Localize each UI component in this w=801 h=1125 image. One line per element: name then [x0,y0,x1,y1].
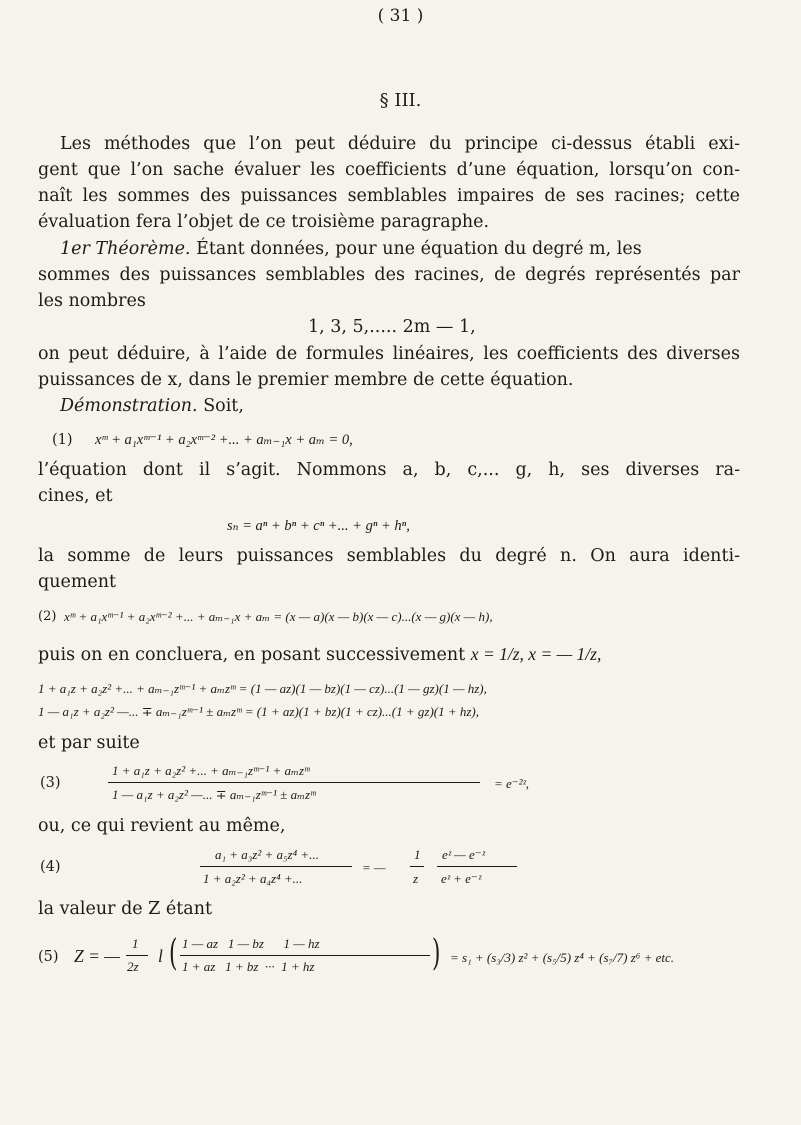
eq5-lhs: Z = — [74,946,120,966]
section-title: § III. [379,90,422,111]
after-eq1-line-1: l’équation dont il s’agit. Nommons a, b, c,... g, h, ses diverses ra- [38,460,740,480]
product-identity-2: 1 — a₁z + a₂z² —... ∓ aₘ₋₁zᵐ⁻¹ ± aₘzᵐ = (1 + az)(1 + bz)(1 + cz)...(1 + gz)(1 + hz), [38,704,480,719]
eq4-rhs-den-a: z [413,871,419,886]
eq5-close-paren: ) [432,933,441,974]
sn-definition: sₙ = aⁿ + bⁿ + cⁿ +... + gⁿ + hⁿ, [227,518,410,534]
product-identity-1: 1 + a₁z + a₂z² +... + aₘ₋₁zᵐ⁻¹ + aₘzᵐ = (1 — az)(1 — bz)(1 — cz)...(1 — gz)(1 — hz), [38,681,487,696]
after-sequence-2: puissances de x, dans le premier membre de cette équation. [38,370,574,390]
intro-line-4: évaluation fera l’objet de ce troisième paragraphe. [38,212,490,232]
after-sn-line-1: la somme de leurs puissances semblables du degré n. On aura identi- [38,546,740,566]
ou-line: ou, ce qui revient au même, [38,816,286,836]
odd-sequence: 1, 3, 5,..... 2m — 1, [308,317,476,337]
puis-line [38,646,601,665]
eq3-rhs: = e⁻²ᶻ, [494,776,529,791]
intro-line-2: gent que l’on sache évaluer les coefficients d’une équation, lorsqu’on con- [38,160,740,180]
intro-line-3: naît les sommes des puissances semblables impaires de ses racines; cette [38,186,740,206]
eq5-inner-num: 1 — az 1 — bz 1 — hz [182,936,320,951]
eq3-denominator: 1 — a₁z + a₂z² —... ∓ aₘ₋₁zᵐ⁻¹ ± aₘzᵐ [112,787,316,802]
puis-text: puis on en concluera, en posant successivement [38,645,466,665]
eq4-rhs-den-b: eᶻ + e⁻ᶻ [441,871,481,886]
intro-line-1: Les méthodes que l’on peut déduire du principe ci-dessus établi exi- [60,134,740,154]
eq4-denominator: 1 + a₂z² + a₄z⁴ +... [203,871,303,886]
eq3-fraction-bar [108,782,480,783]
eq5-label: (5) [38,949,59,965]
theorem-line-3: les nombres [38,291,146,311]
eq4-rhs-bar-b [437,866,517,867]
after-eq1-line-2: cines, et [38,486,113,506]
eq3-numerator: 1 + a₁z + a₂z² +... + aₘ₋₁zᵐ⁻¹ + aₘzᵐ [112,763,310,778]
eq2-label: (2) [38,609,57,624]
eq5-frac-bar [126,955,148,956]
eq3-label: (3) [40,775,61,791]
eq4-rhs-num-b: eᶻ — e⁻ᶻ [442,847,485,862]
valeur-line: la valeur de Z étant [38,899,213,919]
eq5-open-paren: ( [169,933,178,974]
eq4-equals: = — [362,860,386,875]
eq4-label: (4) [40,859,61,875]
theorem-block [60,241,642,259]
eq2: xᵐ + a₁xᵐ⁻¹ + a₂xᵐ⁻² +... + aₘ₋₁x + aₘ = (x — a)(x — b)(x — c)...(x — g)(x — h), [64,609,493,624]
demonstration-label: Démonstration. [60,396,198,416]
eq4-rhs-num-a: 1 [414,847,421,862]
theorem-label: 1er Théorème. [60,239,191,259]
theorem-line-2: sommes des puissances semblables des racines, de degrés représentés par [38,265,740,285]
eq1: xᵐ + a₁xᵐ⁻¹ + a₂xᵐ⁻² +... + aₘ₋₁x + aₘ = 0, [95,432,353,448]
after-sequence-1: on peut déduire, à l’aide de formules linéaires, les coefficients des diverses [38,344,740,364]
eq5-inner-bar [180,955,430,956]
eq4-rhs-bar-a [410,866,424,867]
eq4-fraction-bar [200,866,352,867]
demonstration-rest: Soit, [203,396,244,416]
eq5-inner-den: 1 + az 1 + bz ··· 1 + hz [182,959,315,974]
demonstration [60,398,244,416]
eq4-numerator: a₁ + a₃z² + a₅z⁴ +... [215,847,319,862]
page-number: ( 31 ) [377,6,424,26]
after-sn-line-2: quement [38,572,117,592]
substitution: x = 1/z, x = — 1/z, [470,644,602,664]
eq5-log: l [158,946,163,966]
eq5-frac-num: 1 [132,936,139,951]
eq5-frac-den: 2z [127,959,139,974]
theorem-line-1: Étant données, pour une équation du degré m, les [196,239,642,259]
eq5-series: = s₁ + (s₃/3) z² + (s₅/5) z⁴ + (s₇/7) z⁶ + etc. [450,950,675,965]
eq1-label: (1) [52,432,73,448]
et-par-suite: et par suite [38,733,140,753]
